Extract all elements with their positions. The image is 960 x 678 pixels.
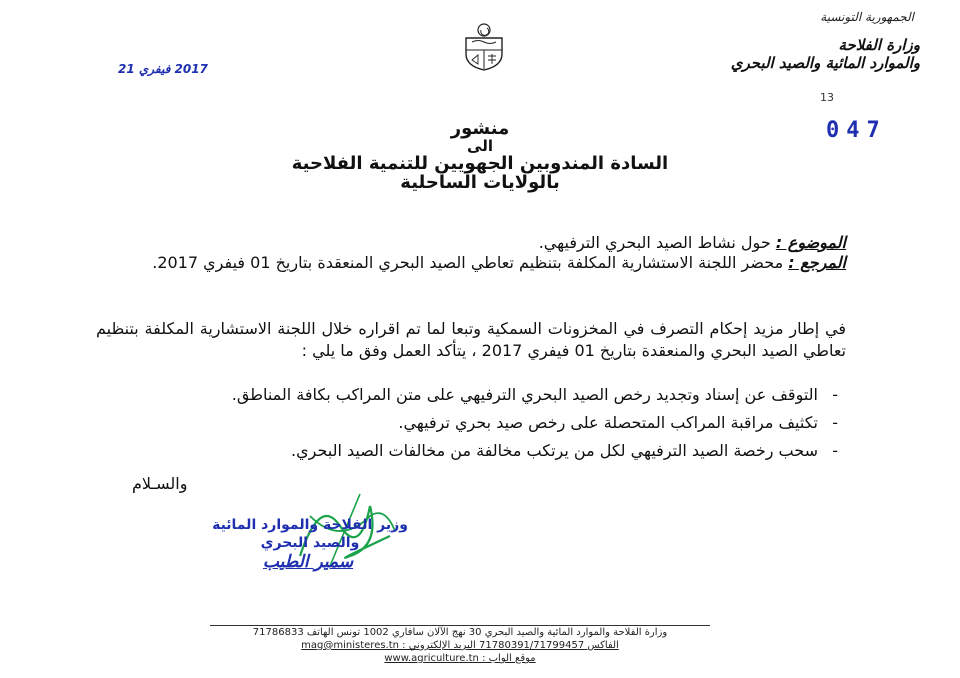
coat-of-arms-icon — [458, 22, 510, 72]
footer-address: وزارة الفلاحة والموارد المائية والصيد البحري 30 نهج الآلان سافاري 1002 تونس الهاتف 71786833 — [252, 627, 668, 638]
circular-heading: منشور — [450, 118, 510, 139]
list-item: - تكثيف مراقبة المراكب المتحصلة على رخص صيد بحري ترفيهي. — [96, 412, 846, 434]
list-item: - التوقف عن إسناد وتجديد رخص الصيد البحري الترفيهي على متن المراكب بكافة المناطق. — [96, 384, 846, 406]
date-stamp: 2017 فيفري 21 — [118, 62, 208, 76]
signatory-name: سمير الطيب — [262, 552, 354, 572]
signatory-title — [190, 516, 430, 552]
addressee-to: الى — [467, 137, 493, 155]
document-number: 13 — [820, 91, 834, 104]
ministry-line-2: والموارد المائية والصيد البحري — [730, 54, 920, 72]
ministry-heading — [690, 36, 920, 72]
footer-website: موقع الواب : www.agriculture.tn — [384, 653, 536, 664]
serial-number-stamp: 047 — [826, 118, 887, 143]
subject-label: الموضوع : — [775, 233, 846, 252]
reference-line — [96, 252, 846, 274]
ministry-line-1: وزارة الفلاحة — [838, 36, 920, 54]
footer-divider — [210, 625, 710, 626]
addressee-line-2: بالولايات الساحلية — [400, 172, 560, 193]
footer-contact: الفاكس 71780391/71799457 البريد الإلكتروني : mag@ministeres.tn — [301, 640, 619, 651]
closing-greeting: والسـلام — [132, 474, 188, 493]
directive-list — [96, 384, 846, 468]
reference-text: محضر اللجنة الاستشارية المكلفة بتنظيم تعاطي الصيد البحري المنعقدة بتاريخ 01 فيفري 2017. — [152, 253, 789, 272]
subject-line — [96, 232, 846, 254]
list-item: - سحب رخصة الصيد الترفيهي لكل من يرتكب مخالفة من مخالفات الصيد البحري. — [96, 440, 846, 462]
signatory-title-line-1: وزير الفلاحة والموارد المائية — [212, 517, 408, 533]
subject-text: حول نشاط الصيد البحري الترفيهي. — [538, 233, 776, 252]
body-intro: في إطار مزيد إحكام التصرف في المخزونات السمكية وتبعا لما تم اقراره خلال اللجنة الاستشارية المكلفة بتنظيم تعاطي الصيد البحري والمنعقدة بتاريخ 01 فيفري 2017 ، يتأكد العمل وفق ما يلي : — [96, 319, 846, 360]
republic-heading: الجمهورية التونسية — [820, 10, 914, 24]
reference-label: المرجع : — [788, 253, 846, 272]
addressee-line-1: السادة المندوبين الجهويين للتنمية الفلاحية — [291, 153, 669, 174]
signatory-title-line-2: والصيد البحري — [260, 535, 360, 551]
